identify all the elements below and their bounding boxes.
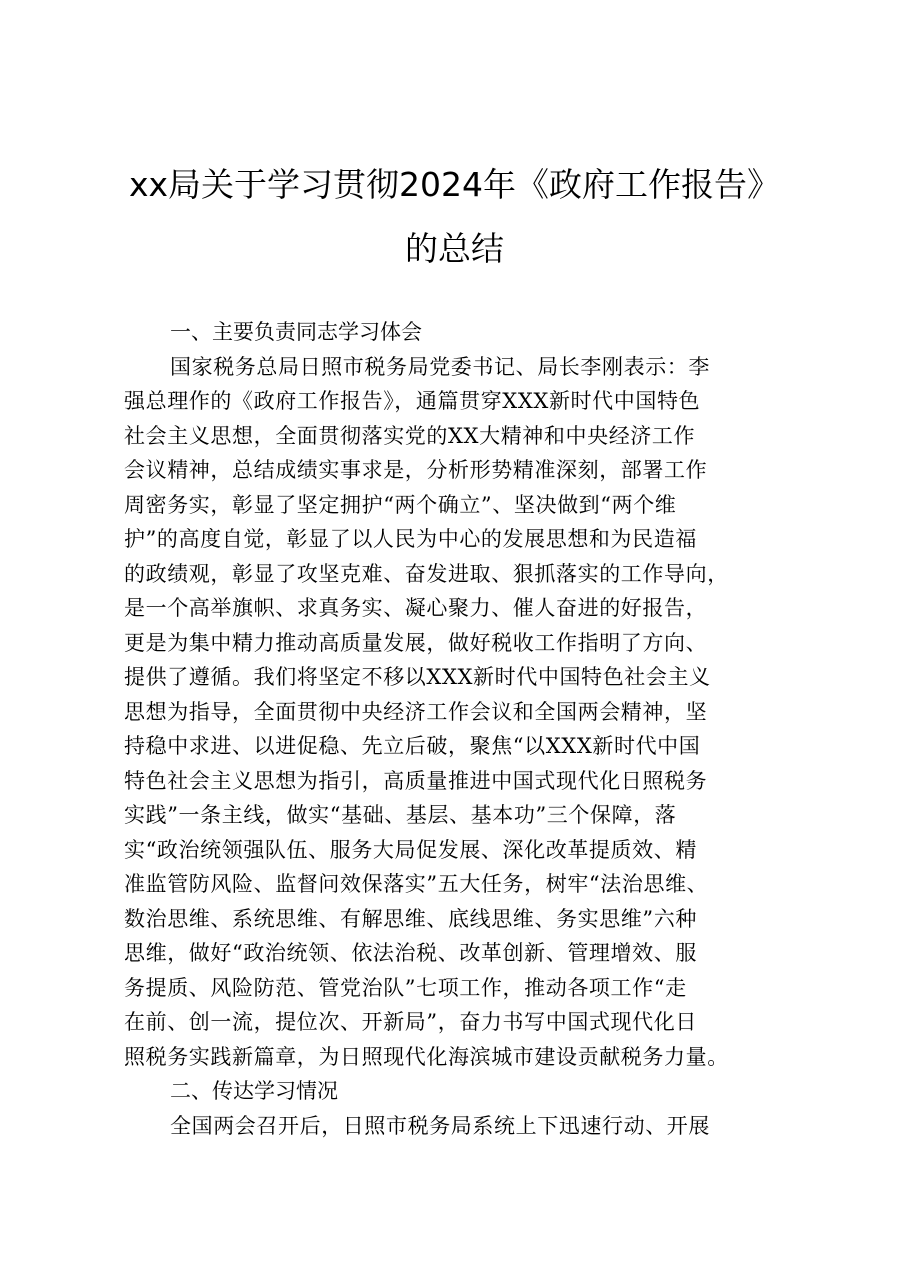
paragraph-line: 思维，做好“政治统领、依法治税、改革创新、管理增效、服 bbox=[124, 941, 697, 965]
paragraph-line: 务提质、风险防范、管党治队”七项工作，推动各项工作“走 bbox=[124, 975, 687, 1000]
paragraph-line: 数治思维、系统思维、有解思维、底线思维、务实思维”六种 bbox=[124, 906, 697, 931]
paragraph-line: 思想为指导，全面贯彻中央经济工作会议和全国两会精神，坚 bbox=[124, 699, 708, 724]
paragraph-line: 准监管防风险、监督问效保落实”五大任务，树牢“法治思维、 bbox=[124, 872, 709, 896]
paragraph-line: 强总理作的《政府工作报告》，通篇贯穿XXX新时代中国特色 bbox=[124, 389, 701, 413]
paragraph-line: 实践”一条主线，做实“基础、基层、基本功”三个保障，落 bbox=[124, 803, 677, 827]
section-1-paragraph bbox=[124, 350, 804, 1075]
document-title-line-1: xx局关于学习贯彻2024年《政府工作报告》 bbox=[128, 165, 781, 204]
section-2-paragraph bbox=[124, 1109, 804, 1144]
document-title-line-2: 的总结 bbox=[405, 229, 504, 268]
paragraph-line: 的政绩观，彰显了攻坚克难、奋发进取、狠抓落实的工作导向， bbox=[124, 561, 729, 586]
paragraph-line: 全国两会召开后，日照市税务局系统上下迅速行动、开展 bbox=[170, 1113, 710, 1138]
paragraph-line: 护”的高度自觉，彰显了以人民为中心的发展思想和为民造福 bbox=[124, 527, 697, 551]
paragraph-line: 国家税务总局日照市税务局党委书记、局长李刚表示：李 bbox=[170, 354, 710, 379]
paragraph-line: 特色社会主义思想为指引，高质量推进中国式现代化日照税务 bbox=[124, 768, 708, 793]
paragraph-line: 是一个高举旗帜、求真务实、凝心聚力、催人奋进的好报告， bbox=[124, 596, 708, 620]
paragraph-line: 照税务实践新篇章，为日照现代化海滨城市建设贡献税务力量。 bbox=[124, 1044, 729, 1069]
section-1-heading: 一、主要负责同志学习体会 bbox=[170, 320, 422, 344]
paragraph-line: 持稳中求进、以进促稳、先立后破，聚焦“以XXX新时代中国 bbox=[124, 734, 701, 758]
paragraph-line: 提供了遵循。我们将坚定不移以XXX新时代中国特色社会主义 bbox=[124, 665, 711, 689]
paragraph-line: 周密务实，彰显了坚定拥护“两个确立”、坚决做到“两个维 bbox=[124, 492, 677, 517]
paragraph-line: 更是为集中精力推动高质量发展，做好税收工作指明了方向、 bbox=[124, 630, 708, 655]
paragraph-line: 社会主义思想，全面贯彻落实党的XX大精神和中央经济工作 bbox=[124, 423, 696, 448]
section-2-heading: 二、传达学习情况 bbox=[170, 1079, 338, 1103]
paragraph-line: 会议精神，总结成绩实事求是，分析形势精准深刻，部署工作 bbox=[124, 458, 708, 482]
paragraph-line: 在前、创一流，提位次、开新局”，奋力书写中国式现代化日 bbox=[124, 1010, 697, 1034]
paragraph-line: 实“政治统领强队伍、服务大局促发展、深化改革提质效、精 bbox=[124, 837, 697, 862]
document-body bbox=[124, 315, 804, 1143]
